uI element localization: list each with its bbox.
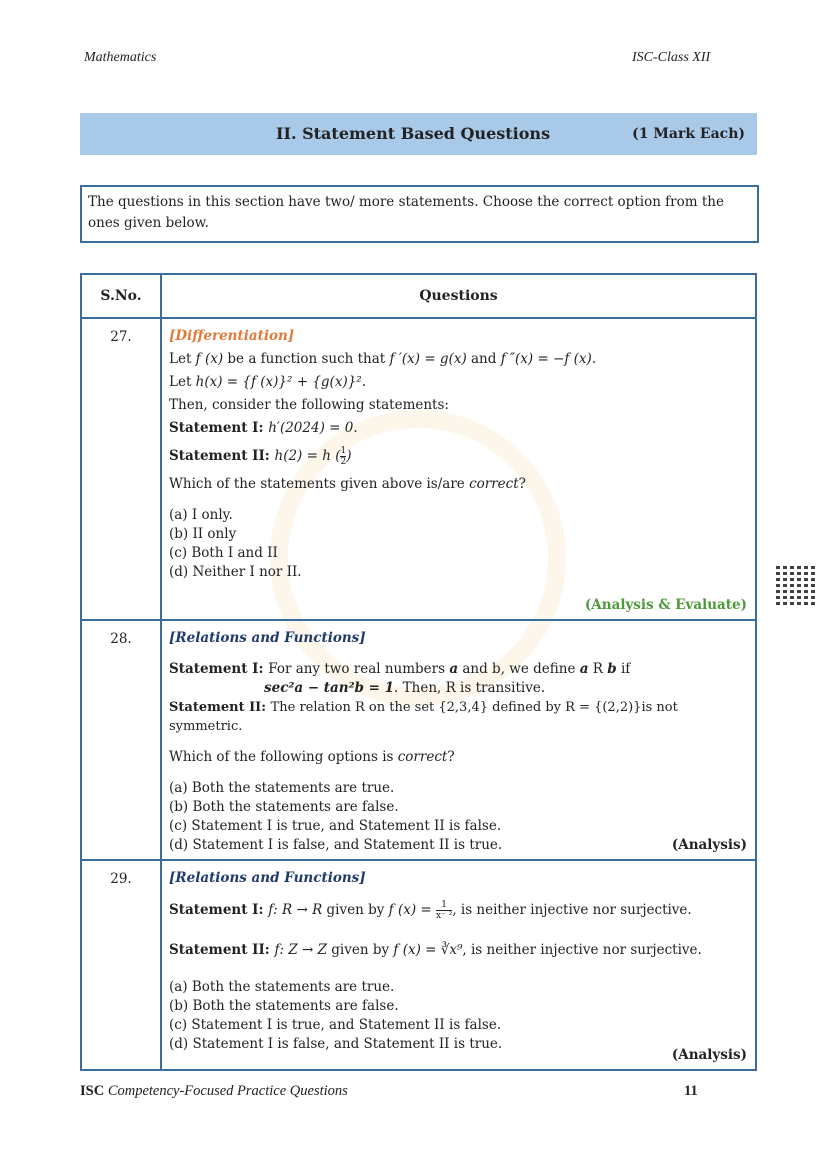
footer-title: ISC Competency-Focused Practice Questions	[80, 1083, 348, 1099]
cognitive-tag: (Analysis & Evaluate)	[584, 597, 747, 613]
option-c: (c) Statement I is true, and Statement II is false.	[169, 818, 502, 834]
option-c: (c) Statement I is true, and Statement II is false.	[169, 1017, 502, 1033]
topic: [Relations and Functions]	[169, 870, 366, 886]
question-body	[161, 318, 756, 620]
line: Let f (x) be a function such that f ′(x) = g(x) and f ″(x) = −f (x).	[169, 351, 597, 367]
statement-2: Statement II: The relation R on the set {2,3,4} defined by R = {(2,2)}is not symmetric.	[169, 700, 678, 734]
questions-table	[80, 273, 757, 1071]
question-number: 29.	[81, 860, 161, 1070]
question-row-29	[81, 860, 756, 1070]
header-class: ISC-Class XII	[632, 50, 711, 65]
question-body	[161, 620, 756, 860]
page-number: 11	[684, 1083, 698, 1099]
option-d: (d) Neither I nor II.	[169, 564, 302, 580]
option-a: (a) Both the statements are true.	[169, 979, 395, 995]
statement-1: Statement I: For any two real numbers a and b, we define a R b if	[169, 661, 631, 677]
section-banner	[80, 113, 757, 155]
question-row-27	[81, 318, 756, 620]
option-d: (d) Statement I is false, and Statement II is true.	[169, 837, 503, 853]
option-c: (c) Both I and II	[169, 545, 278, 561]
instructions-box: The questions in this section have two/ more statements. Choose the correct option from the ones given below.	[80, 185, 759, 243]
line: Let h(x) = {f (x)}² + {g(x)}².	[169, 374, 367, 390]
qr-code-icon[interactable]	[776, 565, 816, 605]
question-number: 28.	[81, 620, 161, 860]
section-marks: (1 Mark Each)	[632, 126, 745, 142]
option-b: (b) Both the statements are false.	[169, 998, 399, 1014]
option-a: (a) Both the statements are true.	[169, 780, 395, 796]
statement-2: Statement II: f: Z → Z given by f (x) = ∛x⁹, is neither injective nor surjective.	[169, 942, 702, 958]
statement-1: Statement I: h′(2024) = 0.	[169, 420, 358, 436]
header-subject: Mathematics	[84, 50, 157, 65]
topic: [Differentiation]	[169, 328, 295, 344]
question-body	[161, 860, 756, 1070]
option-d: (d) Statement I is false, and Statement II is true.	[169, 1036, 503, 1052]
line: Then, consider the following statements:	[169, 397, 449, 413]
section-title: II. Statement Based Questions	[276, 124, 551, 143]
statement-1: Statement I: f: R → R given by f (x) = $\frac{1}{\text{x⁻ ²}}$ , is neither injective nor surjective.	[169, 900, 692, 921]
cognitive-tag: (Analysis)	[671, 1047, 747, 1063]
question-prompt: Which of the following options is correct?	[169, 749, 455, 765]
question-prompt: Which of the statements given above is/are correct?	[169, 476, 526, 492]
topic: [Relations and Functions]	[169, 630, 366, 646]
col-sno: S.No.	[81, 274, 161, 318]
question-row-28	[81, 620, 756, 860]
option-b: (b) II only	[169, 526, 237, 542]
question-number: 27.	[81, 318, 161, 620]
statement-2: Statement II: h(2) = h ( $\frac{1}{2}$ )	[169, 446, 352, 467]
cognitive-tag: (Analysis)	[671, 837, 747, 853]
table-header	[81, 274, 756, 318]
statement-1-cont: sec²a − tan²b = 1. Then, R is transitive.	[264, 680, 546, 696]
option-b: (b) Both the statements are false.	[169, 799, 399, 815]
option-a: (a) I only.	[169, 507, 233, 523]
col-questions: Questions	[161, 274, 756, 318]
